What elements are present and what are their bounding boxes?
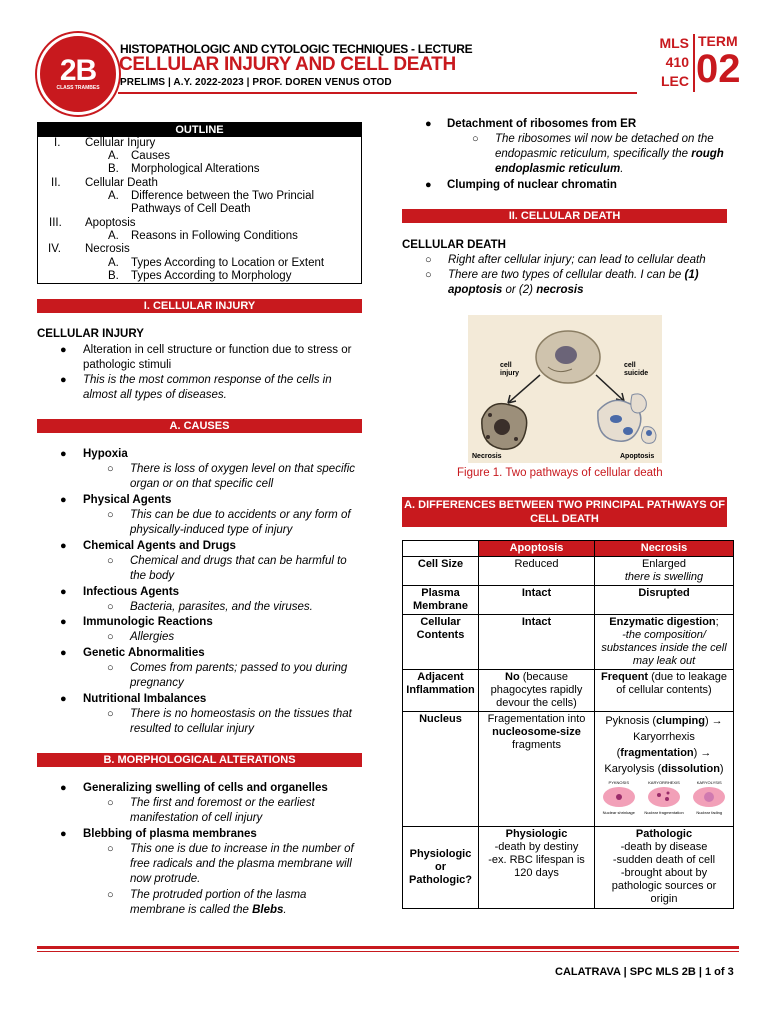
cause-heading: Hypoxia xyxy=(83,448,128,460)
circle-bullet-icon: ○ xyxy=(107,662,114,674)
morph-heading: Generalizing swelling of cells and organelles xyxy=(83,782,328,794)
outline-item: Apoptosis xyxy=(85,217,136,229)
karyorrhexis-image xyxy=(644,780,683,815)
necrosis-cell xyxy=(595,827,734,909)
apoptosis-cell: Intact xyxy=(479,586,595,615)
course-code-lec: LEC xyxy=(661,73,689,89)
ribosome-detail-text: The ribosomes wil now be detached on the endopasmic reticulum, specifically the xyxy=(495,133,714,160)
circle-bullet-icon: ○ xyxy=(425,254,432,266)
header-vertical-divider xyxy=(693,34,695,92)
cause-detail: This can be due to accidents or any form of physically-induced type of injury xyxy=(130,509,351,536)
footer-divider-thin xyxy=(37,951,739,952)
course-name: HISTOPATHOLOGIC AND CYTOLOGIC TECHNIQUES - LECTURE xyxy=(120,42,473,56)
necrosis-note: -sudden death of cell xyxy=(612,854,716,866)
necrosis-cell: Disrupted xyxy=(595,586,734,615)
cellular-injury-heading: CELLULAR INJURY xyxy=(37,328,144,340)
bullet-icon: ● xyxy=(425,179,432,191)
table-corner xyxy=(403,541,479,557)
column-necrosis: Necrosis xyxy=(595,541,734,557)
ribosome-detail xyxy=(495,132,733,177)
cellular-death-type-2: necrosis xyxy=(536,284,584,296)
karyorrhexis-label: KARYORRHEXIS xyxy=(648,780,680,785)
karyolysis-label: KARYOLYSIS xyxy=(696,780,722,785)
cause-detail: There is loss of oxygen level on that specific organ or on that specific cell xyxy=(130,463,356,490)
bullet-icon: ● xyxy=(60,828,67,840)
cause-detail: Bacteria, parasites, and the viruses. xyxy=(130,601,313,613)
apoptosis-cell: Intact xyxy=(479,615,595,670)
cellular-death-types-or: or (2) xyxy=(502,284,537,296)
bullet-icon: ● xyxy=(60,586,67,598)
morph-detail-text: The protruded portion of the lasma membrane is called the xyxy=(130,889,307,916)
outline-num: A. xyxy=(108,257,119,269)
outline-num: I. xyxy=(54,137,61,149)
table-row xyxy=(403,670,734,712)
necrosis-cell xyxy=(595,670,734,712)
row-heading: Plasma Membrane xyxy=(403,586,479,615)
necrosis-cell-main: Frequent xyxy=(601,671,649,683)
table-row xyxy=(403,557,734,586)
cause-detail: Allergies xyxy=(130,631,175,643)
morph-detail-term: Blebs xyxy=(252,904,284,916)
row-heading: Cellular Contents xyxy=(403,615,479,670)
nucleus-step-2: ) → Karyorrhexis ( xyxy=(616,715,723,759)
apoptosis-cell-end: fragments xyxy=(512,739,561,751)
term-label: TERM xyxy=(698,33,738,49)
page-footer: CALATRAVA | SPC MLS 2B | 1 of 3 xyxy=(555,966,734,978)
cellular-injury-note: This is the most common response of the cells in almost all types of diseases. xyxy=(83,374,332,401)
apoptosis-type: Physiologic xyxy=(505,828,568,840)
circle-bullet-icon: ○ xyxy=(107,631,114,643)
necrosis-cell-note: there is swelling xyxy=(624,571,704,583)
nucleus-step-3: ) → Karyolysis ( xyxy=(604,747,712,775)
morph-detail: This one is due to increase in the number of free radicals and the plasma membrane will now protrude. xyxy=(130,843,354,885)
cellular-death-types-text: There are two types of cellular death. I can be xyxy=(448,269,685,281)
necrosis-cell xyxy=(595,712,734,827)
outline-item: Morphological Alterations xyxy=(131,163,260,175)
row-heading: Physiologic or Pathologic? xyxy=(403,827,479,909)
bullet-icon: ● xyxy=(60,344,67,356)
comparison-table xyxy=(402,540,734,909)
cause-heading: Nutritional Imbalances xyxy=(83,693,207,705)
apoptosis-cell-note: (because phagocytes rapidly devour the cells) xyxy=(490,671,583,709)
morph-heading: Blebbing of plasma membranes xyxy=(83,828,257,840)
outline-num: II. xyxy=(51,177,61,189)
outline-item: Types According to Morphology xyxy=(131,270,292,282)
pyknosis-caption: Nuclear shrinkage xyxy=(602,810,635,815)
cause-detail: There is no homeostasis on the tissues that resulted to cellular injury xyxy=(130,708,352,735)
cellular-death-heading: CELLULAR DEATH xyxy=(402,239,506,251)
cause-detail: Comes from parents; passed to you during pregnancy xyxy=(130,662,348,689)
outline-item: Necrosis xyxy=(85,243,130,255)
section-bar-cellular-death: II. CELLULAR DEATH xyxy=(402,209,727,223)
karyolysis-image xyxy=(691,780,727,815)
cellular-death-type-1: (1) apoptosis xyxy=(448,269,699,296)
bullet-icon: ● xyxy=(60,647,67,659)
pyknosis-cell xyxy=(601,785,637,809)
apoptosis-cell xyxy=(479,670,595,712)
necrosis-type: Pathologic xyxy=(635,828,693,840)
outline-item: Types According to Location or Extent xyxy=(131,257,325,269)
outline-item: Cellular Injury xyxy=(85,137,156,149)
ribosome-detail-term: rough endoplasmic reticulum xyxy=(495,148,724,175)
outline-num: IV. xyxy=(48,243,62,255)
table-header-row xyxy=(403,541,734,557)
morph-detail xyxy=(130,888,362,918)
section-bar-causes: A. CAUSES xyxy=(37,419,362,433)
nucleus-step-1: Pyknosis ( xyxy=(605,715,657,727)
course-code xyxy=(659,34,689,91)
course-code-num: 410 xyxy=(665,54,689,70)
circle-bullet-icon: ○ xyxy=(107,463,114,475)
apoptosis-cell-text: Fragementation into xyxy=(487,713,586,725)
table-row xyxy=(403,586,734,615)
column-apoptosis: Apoptosis xyxy=(479,541,595,557)
apoptosis-note: -death by destiny xyxy=(494,841,579,853)
outline-item: Difference between the Two Princial xyxy=(131,190,315,202)
bullet-icon: ● xyxy=(60,540,67,552)
outline-num: III. xyxy=(49,217,62,229)
outline-item: Reasons in Following Conditions xyxy=(131,230,298,242)
figure-caption: Figure 1. Two pathways of cellular death xyxy=(457,467,663,479)
bullet-icon: ● xyxy=(60,494,67,506)
nucleus-step-2-term: fragmentation xyxy=(620,747,694,759)
karyolysis-caption: Nuclear fading xyxy=(696,810,723,815)
cell-death-illustration xyxy=(468,315,662,463)
figure-label-suicide: cell suicide xyxy=(624,362,649,377)
ribosome-heading: Detachment of ribosomes from ER xyxy=(447,118,637,130)
circle-bullet-icon: ○ xyxy=(107,601,114,613)
karyolysis-cell xyxy=(691,785,727,809)
nucleus-stages-image xyxy=(597,780,731,815)
cause-heading: Immunologic Reactions xyxy=(83,616,213,628)
circle-bullet-icon: ○ xyxy=(107,889,114,901)
bullet-icon: ● xyxy=(60,374,67,386)
row-heading: Cell Size xyxy=(403,557,479,586)
section-bar-cellular-injury: I. CELLULAR INJURY xyxy=(37,299,362,313)
course-code-mls: MLS xyxy=(659,35,689,51)
karyorrhexis-caption: Nuclear fragmentation xyxy=(644,810,684,815)
cause-heading: Physical Agents xyxy=(83,494,172,506)
cellular-death-types xyxy=(448,268,733,298)
chromatin-heading: Clumping of nuclear chromatin xyxy=(447,179,617,191)
circle-bullet-icon: ○ xyxy=(107,843,114,855)
outline-item: Cellular Death xyxy=(85,177,158,189)
circle-bullet-icon: ○ xyxy=(107,708,114,720)
row-heading: Adjacent Inflammation xyxy=(403,670,479,712)
cause-heading: Chemical Agents and Drugs xyxy=(83,540,236,552)
necrosis-cell xyxy=(595,615,734,670)
apoptosis-cell xyxy=(479,827,595,909)
outline-heading: OUTLINE xyxy=(38,123,361,137)
morph-detail: The first and foremost or the earliest manifestation of cell injury xyxy=(130,797,315,824)
ribosome-detail-end: . xyxy=(620,163,624,175)
page-title: CELLULAR INJURY AND CELL DEATH xyxy=(119,54,456,75)
figure-label-apoptosis: Apoptosis xyxy=(620,453,655,460)
apoptosis-cell: Reduced xyxy=(479,557,595,586)
table-row xyxy=(403,615,734,670)
outline-num: B. xyxy=(108,270,119,282)
nucleus-step-3-term: dissolution xyxy=(661,763,720,775)
bullet-icon: ● xyxy=(60,616,67,628)
class-logo xyxy=(37,33,119,115)
cellular-death-detail: Right after cellular injury; can lead to cellular death xyxy=(448,254,706,266)
necrosis-cell-sep: ; xyxy=(715,616,719,628)
pyknosis-label: PYKNOSIS xyxy=(608,780,629,785)
apoptosis-cell-term: nucleosome-size xyxy=(492,726,581,738)
term-number: 02 xyxy=(696,47,741,91)
outline-num: A. xyxy=(108,230,119,242)
figure-label-injury: cell injury xyxy=(500,362,520,377)
necrosis-cell-note: (due to leakage of cellular contents) xyxy=(616,671,727,696)
header-divider xyxy=(118,92,637,94)
necrosis-note: -death by disease xyxy=(620,841,708,853)
bullet-icon: ● xyxy=(60,448,67,460)
bullet-icon: ● xyxy=(425,118,432,130)
footer-divider xyxy=(37,946,739,949)
cellular-injury-definition: Alteration in cell structure or function due to stress or pathologic stimuli xyxy=(83,344,352,371)
nucleus-step-1-term: clumping xyxy=(656,715,705,727)
cell-death-figure xyxy=(468,315,662,463)
necrosis-cell-note: -the composition/ substances inside the cell may leak out xyxy=(601,629,727,667)
cause-heading: Genetic Abnormalities xyxy=(83,647,205,659)
pyknosis-image xyxy=(601,780,637,815)
circle-bullet-icon: ○ xyxy=(107,509,114,521)
necrosis-cell-main: Enzymatic digestion xyxy=(609,616,716,628)
bullet-icon: ● xyxy=(60,782,67,794)
table-row xyxy=(403,712,734,827)
karyorrhexis-cell xyxy=(646,785,682,809)
outline-num: A. xyxy=(108,150,119,162)
page-subtitle: PRELIMS | A.Y. 2022-2023 | PROF. DOREN VENUS OTOD xyxy=(120,77,392,88)
bullet-icon: ● xyxy=(60,693,67,705)
necrosis-cell xyxy=(595,557,734,586)
necrosis-cell-main: Enlarged xyxy=(641,558,687,570)
cause-heading: Infectious Agents xyxy=(83,586,180,598)
apoptosis-example: -ex. RBC lifespan is 120 days xyxy=(488,854,585,879)
apoptosis-cell-main: No xyxy=(505,671,520,683)
necrosis-note: -brought about by pathologic sources or origin xyxy=(611,867,717,905)
morph-detail-end: . xyxy=(283,904,287,916)
cause-detail: Chemical and drugs that can be harmful to the body xyxy=(130,555,347,582)
outline-item: Pathways of Cell Death xyxy=(131,203,251,215)
nucleus-step-end: ) xyxy=(719,763,724,775)
figure-label-necrosis: Necrosis xyxy=(472,453,502,460)
logo-subtext: CLASS TRAMBES xyxy=(56,85,100,91)
circle-bullet-icon: ○ xyxy=(472,133,479,145)
table-row xyxy=(403,827,734,909)
section-bar-differences: A. DIFFERENCES BETWEEN TWO PRINCIPAL PATHWAYS OF CELL DEATH xyxy=(402,497,727,527)
section-bar-morphological-alterations: B. MORPHOLOGICAL ALTERATIONS xyxy=(37,753,362,767)
circle-bullet-icon: ○ xyxy=(107,797,114,809)
logo-text: 2B xyxy=(59,54,97,87)
outline-num: B. xyxy=(108,163,119,175)
outline-item: Causes xyxy=(131,150,170,162)
row-heading: Nucleus xyxy=(403,712,479,827)
circle-bullet-icon: ○ xyxy=(425,269,432,281)
apoptosis-cell xyxy=(479,712,595,827)
circle-bullet-icon: ○ xyxy=(107,555,114,567)
outline-num: A. xyxy=(108,190,119,202)
